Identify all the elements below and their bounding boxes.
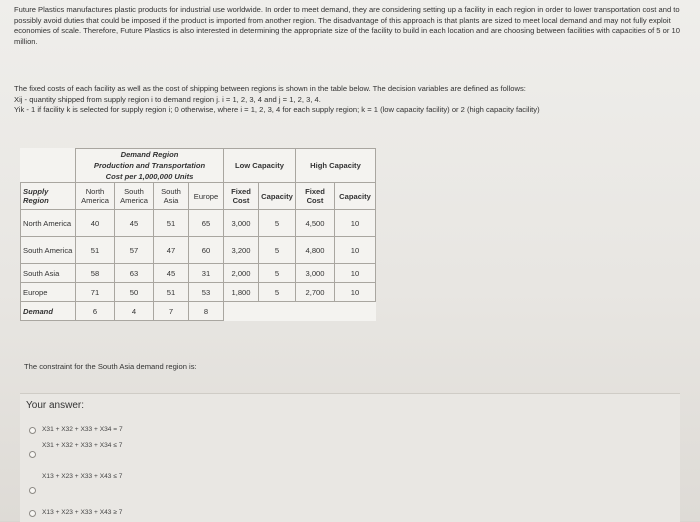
- col-south-america: South America: [115, 183, 154, 210]
- variable-definitions: [14, 84, 690, 116]
- radio-option-2[interactable]: [29, 451, 36, 458]
- table-cell: 45: [154, 264, 189, 283]
- col-capacity-low: Capacity: [259, 183, 296, 210]
- table-cell: 5: [259, 210, 296, 237]
- table-cell: 47: [154, 237, 189, 264]
- radio-option-4[interactable]: [29, 510, 36, 517]
- table-cell: 45: [115, 210, 154, 237]
- demand-label: Demand: [21, 302, 76, 321]
- table-cell: 50: [115, 283, 154, 302]
- demand-cell: 8: [189, 302, 224, 321]
- table-cell: 10: [335, 283, 376, 302]
- problem-intro: Future Plastics manufactures plastic products for industrial use worldwide. In order to meet demand, they are considering setting up a facility in each region in order to lower transportation cost and to possibly avoid duties that could be imposed if the product is imported from another region. The disadvantage of this approach is that plants are sized to meet local demand and may not fully exploit economies of scale. Therefore, Future Plastics is also interested in determining the appropriate size of the facility to build in each location and are choosing between facilities with capacities of 5 or 10 million.: [14, 5, 680, 46]
- col-capacity-high: Capacity: [335, 183, 376, 210]
- table-cell: 1,800: [224, 283, 259, 302]
- constraint-question: The constraint for the South Asia demand region is:: [24, 362, 197, 371]
- table-cell: 40: [76, 210, 115, 237]
- answer-title: Your answer:: [26, 400, 84, 411]
- col-europe: Europe: [189, 183, 224, 210]
- table-cell: 71: [76, 283, 115, 302]
- table-cell: 2,700: [296, 283, 335, 302]
- table-cell: 5: [259, 237, 296, 264]
- table-cell: 60: [189, 237, 224, 264]
- option-3-label[interactable]: X13 + X23 + X33 + X43 ≤ 7: [42, 473, 123, 480]
- table-cell: 3,200: [224, 237, 259, 264]
- row-label: Europe: [21, 283, 76, 302]
- table-cell: 51: [154, 283, 189, 302]
- table-cell: 10: [335, 210, 376, 237]
- answer-panel: [20, 393, 680, 522]
- col-south-asia: South Asia: [154, 183, 189, 210]
- table-cell: 5: [259, 264, 296, 283]
- row-label: North America: [21, 210, 76, 237]
- table-cell: 51: [154, 210, 189, 237]
- demand-region-header: Demand Region Production and Transportation Cost per 1,000,000 Units: [76, 149, 224, 183]
- radio-option-3[interactable]: [29, 487, 36, 494]
- row-label: South Asia: [21, 264, 76, 283]
- table-cell: 53: [189, 283, 224, 302]
- table-cell: 10: [335, 264, 376, 283]
- table-row: [21, 210, 376, 237]
- table-cell: 57: [115, 237, 154, 264]
- table-cell: 5: [259, 283, 296, 302]
- col-fixed-cost-low: Fixed Cost: [224, 183, 259, 210]
- demand-row: [21, 302, 376, 321]
- table-cell: 51: [76, 237, 115, 264]
- table-cell: 2,000: [224, 264, 259, 283]
- table-cell: 10: [335, 237, 376, 264]
- option-1-label[interactable]: X31 + X32 + X33 + X34 = 7: [42, 426, 123, 433]
- yik-definition: Yik - 1 if facility k is selected for supply region i; 0 otherwise, where i = 1, 2, 3, 4 for each supply region; k = 1 (low capacity facility) or 2 (high capacity facility): [14, 105, 540, 115]
- table-row: [21, 264, 376, 283]
- table-cell: 4,500: [296, 210, 335, 237]
- demand-cell: 6: [76, 302, 115, 321]
- table-row: [21, 283, 376, 302]
- row-label: South America: [21, 237, 76, 264]
- table-cell: 63: [115, 264, 154, 283]
- table-cell: 3,000: [296, 264, 335, 283]
- table-cell: 3,000: [224, 210, 259, 237]
- high-capacity-header: High Capacity: [296, 149, 376, 183]
- xij-definition: Xij - quantity shipped from supply region i to demand region j. i = 1, 2, 3, 4 and j = 1, 2, 3, 4.: [14, 94, 321, 104]
- demand-cell: 7: [154, 302, 189, 321]
- table-row: [21, 237, 376, 264]
- table-cell: 58: [76, 264, 115, 283]
- table-cell: 31: [189, 264, 224, 283]
- low-capacity-header: Low Capacity: [224, 149, 296, 183]
- demand-cell: 4: [115, 302, 154, 321]
- col-fixed-cost-high: Fixed Cost: [296, 183, 335, 210]
- cost-table: [20, 148, 376, 321]
- option-4-label[interactable]: X13 + X23 + X33 + X43 ≥ 7: [42, 509, 123, 516]
- col-north-america: North America: [76, 183, 115, 210]
- supply-region-header: Supply Region: [21, 183, 76, 210]
- table-cell: 65: [189, 210, 224, 237]
- table-cell: 4,800: [296, 237, 335, 264]
- radio-option-1[interactable]: [29, 427, 36, 434]
- fixed-costs-text: The fixed costs of each facility as well as the cost of shipping between regions is shown in the table below. The decision variables are defined as follows:: [14, 84, 526, 93]
- option-2-label[interactable]: X31 + X32 + X33 + X34 ≤ 7: [42, 442, 123, 449]
